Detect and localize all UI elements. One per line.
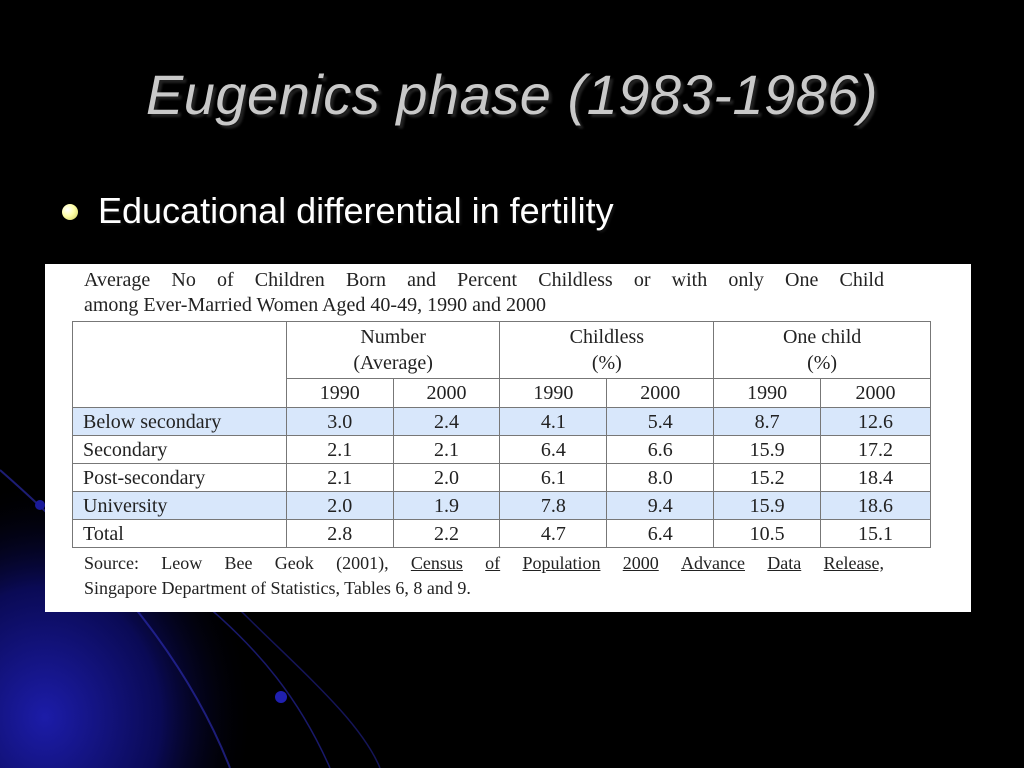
source-word: Leow <box>161 553 203 573</box>
table-cell: 5.4 <box>607 408 714 436</box>
table-cell: 1.9 <box>393 492 500 520</box>
bullet-item <box>62 190 614 232</box>
table-cell: 3.0 <box>286 408 393 436</box>
citation-word: 2000 <box>622 553 659 573</box>
caption-word: or <box>633 269 651 291</box>
table-cell: 4.7 <box>500 520 607 548</box>
table-cell: 6.6 <box>607 436 714 464</box>
table-row <box>73 492 931 520</box>
bullet-text: Educational differential in fertility <box>98 190 614 231</box>
year-header: 1990 <box>286 379 393 408</box>
caption-word: Born <box>345 269 386 291</box>
table-cell: 9.4 <box>607 492 714 520</box>
row-label: University <box>73 492 287 520</box>
caption-word: with <box>671 269 708 291</box>
group-header-number: Number (Average) <box>286 322 500 379</box>
table-source <box>84 551 884 601</box>
table-cell: 18.6 <box>821 492 931 520</box>
source-line-2: Singapore Department of Statistics, Tables 6, 8 and 9. <box>84 578 471 598</box>
table-cell: 15.1 <box>821 520 931 548</box>
caption-word: of <box>216 269 234 291</box>
caption-line-1 <box>84 268 884 293</box>
group-header-one-child: One child (%) <box>714 322 931 379</box>
group-header-childless: Childless (%) <box>500 322 714 379</box>
table-row <box>73 408 931 436</box>
table-cell: 2.1 <box>286 436 393 464</box>
row-label: Secondary <box>73 436 287 464</box>
source-word: Source: <box>84 553 139 573</box>
citation-word: Population <box>522 553 601 573</box>
table-cell: 15.9 <box>714 492 821 520</box>
year-header: 2000 <box>393 379 500 408</box>
bullet-icon <box>62 204 78 220</box>
year-header: 2000 <box>821 379 931 408</box>
table-cell: 8.0 <box>607 464 714 492</box>
corner-header-cell <box>73 322 287 408</box>
table-cell: 7.8 <box>500 492 607 520</box>
source-word: Geok <box>274 553 314 573</box>
caption-word: Average <box>84 269 151 291</box>
caption-line-2: among Ever-Married Women Aged 40-49, 1990 and 2000 <box>84 294 546 316</box>
table-cell: 2.0 <box>286 492 393 520</box>
year-header: 1990 <box>714 379 821 408</box>
table-cell: 15.2 <box>714 464 821 492</box>
table-row <box>73 436 931 464</box>
source-line-1 <box>84 551 884 576</box>
table-cell: 15.9 <box>714 436 821 464</box>
table-cell: 2.4 <box>393 408 500 436</box>
table-cell: 6.4 <box>607 520 714 548</box>
caption-word: Childless <box>538 269 613 291</box>
table-cell: 2.0 <box>393 464 500 492</box>
citation-word: Release, <box>823 553 884 573</box>
table-row <box>73 520 931 548</box>
fertility-table <box>72 321 931 548</box>
table-cell: 4.1 <box>500 408 607 436</box>
table-row <box>73 464 931 492</box>
citation-word: of <box>485 553 501 573</box>
caption-word: One <box>785 269 819 291</box>
caption-word: Child <box>839 269 884 291</box>
slide-title: Eugenics phase (1983-1986) <box>145 63 879 126</box>
table-cell: 6.4 <box>500 436 607 464</box>
source-word: (2001), <box>336 553 389 573</box>
table-cell: 2.1 <box>393 436 500 464</box>
table-cell: 2.8 <box>286 520 393 548</box>
caption-word: Children <box>254 269 325 291</box>
caption-word: and <box>407 269 436 291</box>
citation-word: Data <box>767 553 802 573</box>
table-cell: 17.2 <box>821 436 931 464</box>
table-cell: 2.2 <box>393 520 500 548</box>
source-word: Bee <box>224 553 253 573</box>
year-header: 1990 <box>500 379 607 408</box>
row-label: Below secondary <box>73 408 287 436</box>
caption-word: No <box>171 269 196 291</box>
table-cell: 8.7 <box>714 408 821 436</box>
table-cell: 2.1 <box>286 464 393 492</box>
caption-word: Percent <box>457 269 518 291</box>
table-cell: 18.4 <box>821 464 931 492</box>
year-header: 2000 <box>607 379 714 408</box>
row-label: Total <box>73 520 287 548</box>
table-cell: 6.1 <box>500 464 607 492</box>
table-caption <box>84 268 884 318</box>
table-cell: 10.5 <box>714 520 821 548</box>
citation-word: Advance <box>681 553 745 573</box>
row-label: Post-secondary <box>73 464 287 492</box>
caption-word: only <box>728 269 764 291</box>
table-figure <box>45 264 971 612</box>
citation-word: Census <box>410 553 463 573</box>
table-cell: 12.6 <box>821 408 931 436</box>
